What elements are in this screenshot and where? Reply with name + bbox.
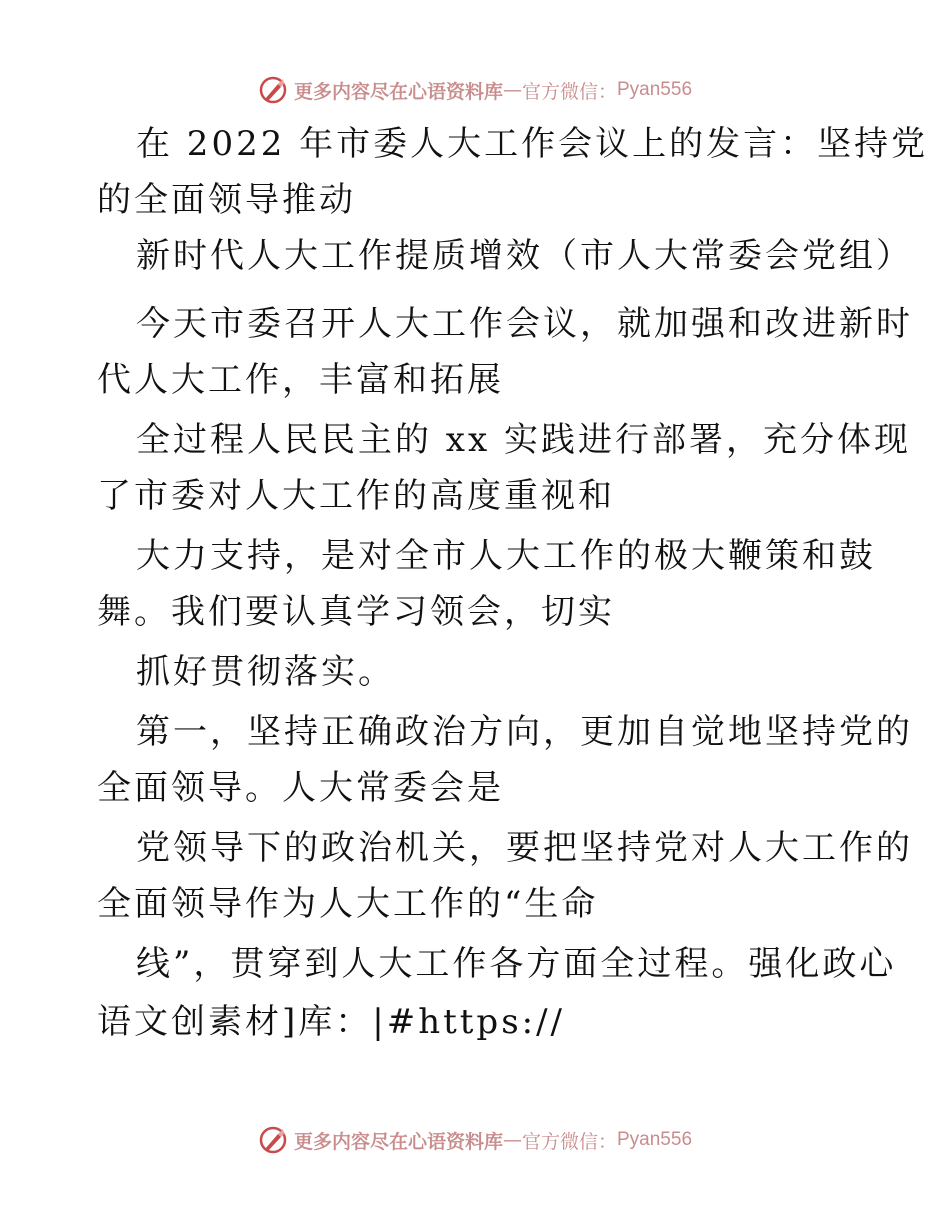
doc-line: 了市委对人大工作的高度重视和 xyxy=(97,476,615,516)
doc-line: 今天市委召开人大工作会议，就加强和改进新时 xyxy=(136,304,913,344)
doc-line: 线”，贯穿到人大工作各方面全过程。强化政心 xyxy=(136,944,897,984)
doc-line: 抓好贯彻落实。 xyxy=(136,652,395,692)
doc-line: 全过程人民民主的 xx 实践进行部署，充分体现 xyxy=(136,420,911,460)
doc-line: 大力支持，是对全市人大工作的极大鞭策和鼓 xyxy=(136,536,876,576)
footer-watermark-banner xyxy=(0,1120,950,1160)
banner-wechat-id: Pyan556 xyxy=(617,79,693,100)
quill-pen-logo-icon xyxy=(258,75,288,105)
doc-line: 新时代人大工作提质增效（市人大常委会党组） xyxy=(136,236,913,276)
banner-dash: — xyxy=(502,1129,522,1151)
doc-line: 全面领导。人大常委会是 xyxy=(97,768,504,808)
quill-pen-logo-icon xyxy=(258,1125,288,1155)
header-watermark-banner xyxy=(0,70,950,110)
doc-line: 舞。我们要认真学习领会，切实 xyxy=(97,592,615,632)
doc-line: 党领导下的政治机关，要把坚持党对人大工作的 xyxy=(136,828,913,868)
banner-site-name: 更多内容尽在心语资料库 xyxy=(293,1130,503,1153)
banner-official-label: 官方微信： xyxy=(521,1130,617,1153)
doc-line: 全面领导作为人大工作的“生命 xyxy=(97,884,599,924)
doc-line: 代人大工作，丰富和拓展 xyxy=(97,360,504,400)
doc-line: 在 2022 年市委人大工作会议上的发言：坚持党 xyxy=(136,124,929,164)
banner-wechat-id: Pyan556 xyxy=(617,1129,693,1150)
doc-line: 的全面领导推动 xyxy=(97,180,356,220)
banner-site-name: 更多内容尽在心语资料库 xyxy=(293,80,503,103)
doc-line: 第一，坚持正确政治方向，更加自觉地坚持党的 xyxy=(136,712,913,752)
banner-dash: — xyxy=(502,79,522,101)
doc-line: 语文创素材]库：|#https:// xyxy=(97,1002,566,1042)
banner-official-label: 官方微信： xyxy=(521,80,617,103)
